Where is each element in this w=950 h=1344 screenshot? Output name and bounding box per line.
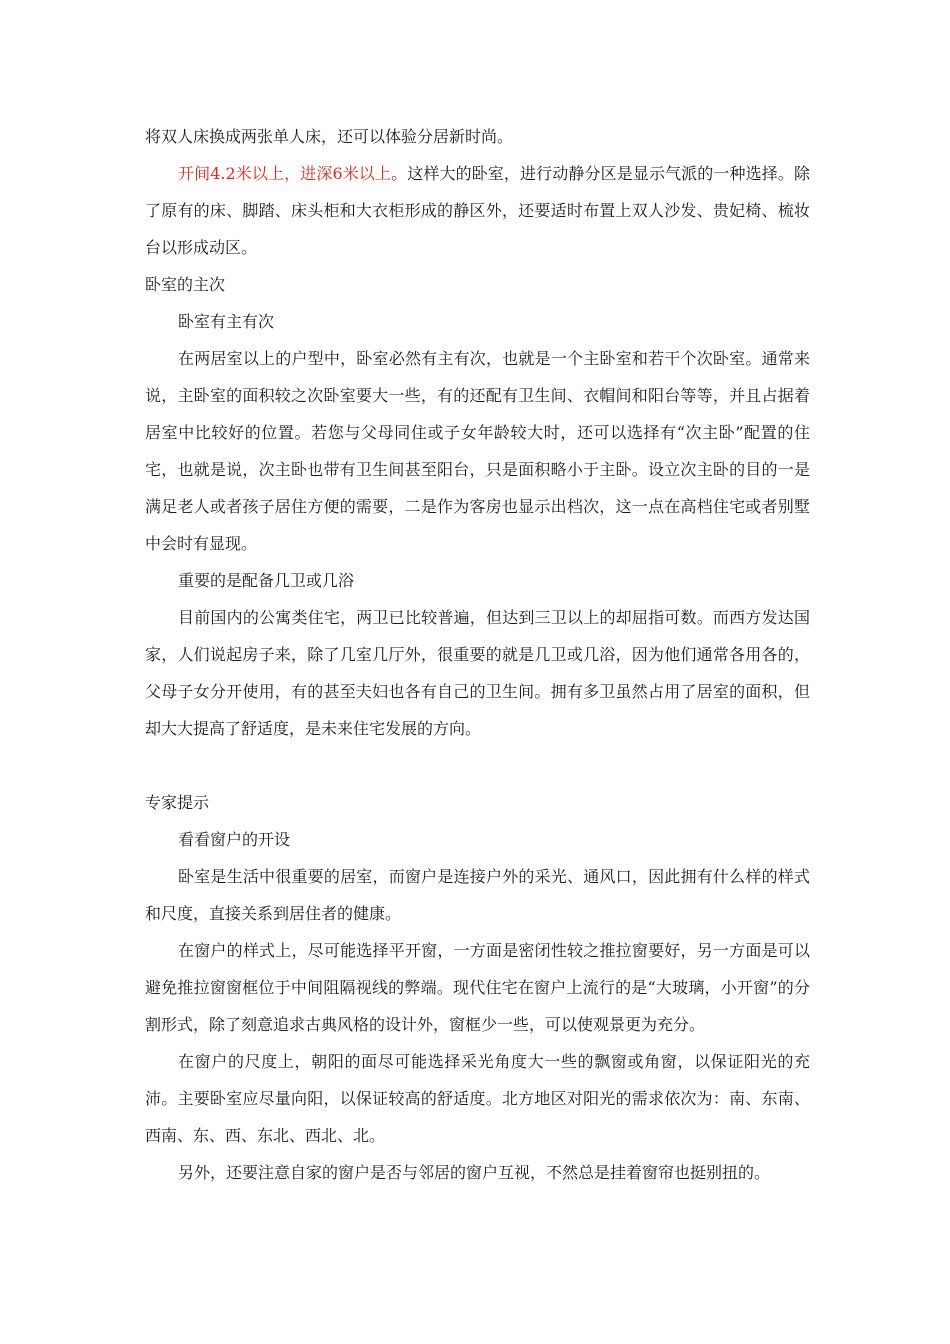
paragraph-large-bedroom-text: 。这样大的卧室，进行动静分区是显示气派的一种选择。除了原有的床、脚踏、床头柜和大衣柜形成的静区外，还要适时布置上双人沙发、贵妃椅、梳妆台以形成动区。 bbox=[145, 164, 810, 257]
paragraph-master-bedroom: 在两居室以上的户型中，卧室必然有主有次，也就是一个主卧室和若干个次卧室。通常来说，主卧室的面积较之次卧室要大一些，有的还配有卫生间、衣帽间和阳台等等，并且占据着居室中比较好的位置。若您与父母同住或子女年龄较大时，还可以选择有“次主卧”配置的住宅，也就是说，次主卧也带有卫生间甚至阳台，只是面积略小于主卧。设立次主卧的目的一是满足老人或者孩子居住方便的需要，二是作为客房也显示出档次，这一点在高档住宅或者别墅中会时有显现。 bbox=[145, 349, 810, 553]
subheading-bathrooms: 重要的是配备几卫或几浴 bbox=[178, 571, 355, 590]
document-body bbox=[145, 118, 810, 1191]
subheading-primary-secondary: 卧室有主有次 bbox=[178, 312, 275, 331]
paragraph-window-size: 在窗户的尺度上，朝阳的面尽可能选择采光角度大一些的飘窗或角窗，以保证阳光的充沛。主要卧室应尽量向阳，以保证较高的舒适度。北方地区对阳光的需求依次为：南、东南、西南、东、西、东北、西北、北。 bbox=[145, 1052, 810, 1145]
paragraph-window-style: 在窗户的样式上，尽可能选择平开窗，一方面是密闭性较之推拉窗要好，另一方面是可以避免推拉窗窗框位于中间阻隔视线的弊端。现代住宅在窗户上流行的是“大玻璃，小开窗”的分割形式，除了刻意追求古典风格的设计外，窗框少一些，可以使观景更为充分。 bbox=[145, 941, 810, 1034]
section-heading-primary-secondary: 卧室的主次 bbox=[145, 275, 226, 294]
paragraph-window-privacy: 另外，还要注意自家的窗户是否与邻居的窗户互视，不然总是挂着窗帘也挺别扭的。 bbox=[178, 1163, 771, 1182]
paragraph-bathrooms: 目前国内的公寓类住宅，两卫已比较普遍，但达到三卫以上的却屈指可数。而西方发达国家，人们说起房子来，除了几室几厅外，很重要的就是几卫或几浴，因为他们通常各用各的，父母子女分开使用，有的甚至夫妇也各有自己的卫生间。拥有多卫虽然占用了居室的面积，但却大大提高了舒适度，是未来住宅发展的方向。 bbox=[145, 608, 810, 738]
paragraph-single-beds: 将双人床换成两张单人床，还可以体验分居新时尚。 bbox=[145, 127, 514, 146]
highlighted-dimensions: 开间4.2米以上，进深6米以上 bbox=[178, 164, 392, 183]
paragraph-window-importance: 卧室是生活中很重要的居室，而窗户是连接户外的采光、通风口，因此拥有什么样的样式和尺度，直接关系到居住者的健康。 bbox=[145, 867, 810, 923]
subheading-windows: 看看窗户的开设 bbox=[178, 830, 291, 849]
paragraph-large-bedroom bbox=[145, 155, 810, 266]
section-heading-expert-tips: 专家提示 bbox=[145, 793, 210, 812]
section-spacer bbox=[145, 747, 810, 784]
